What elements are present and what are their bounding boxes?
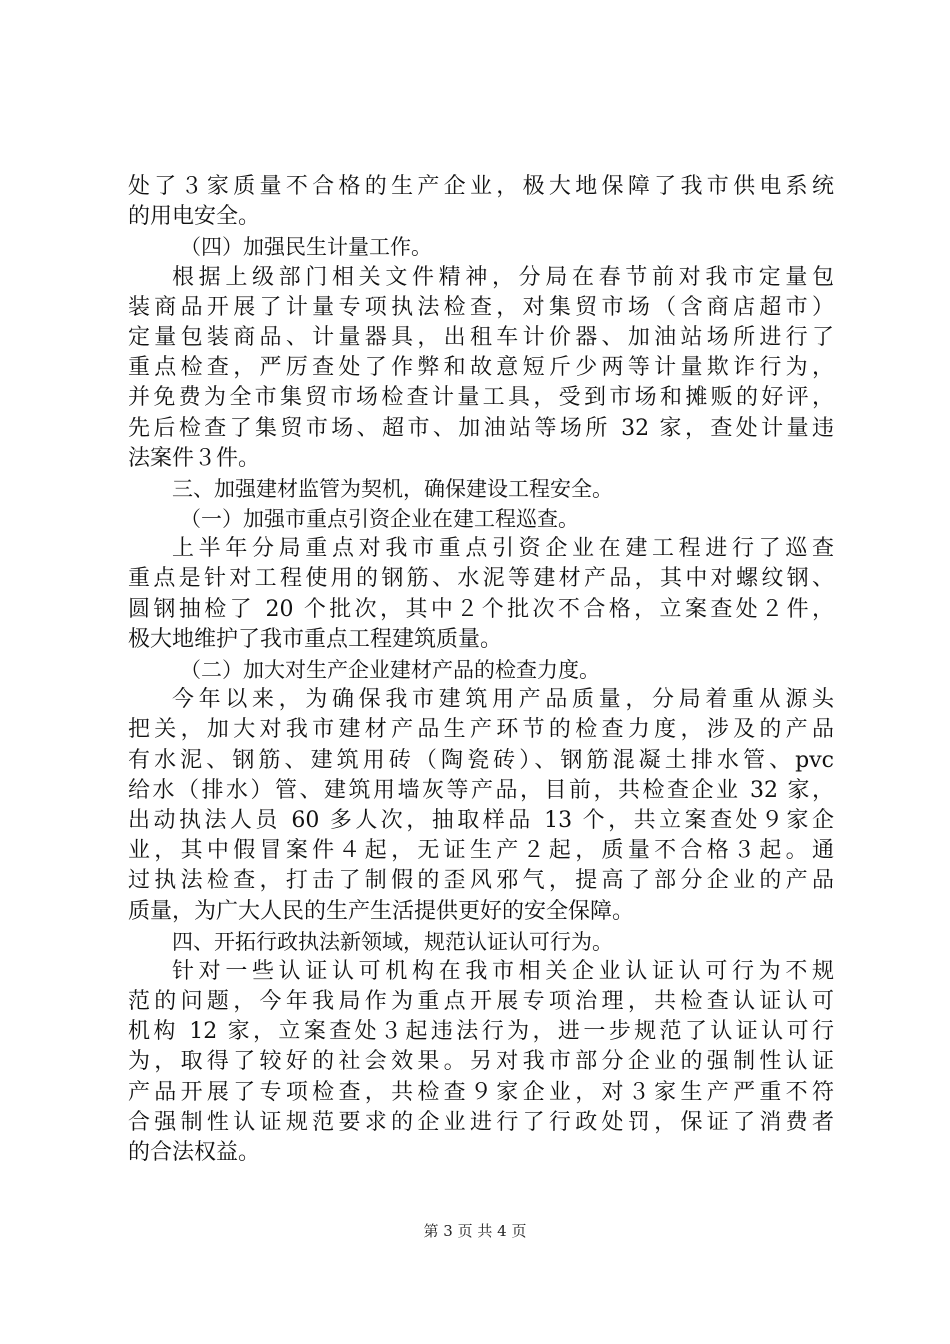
text-line: 产品开展了专项检查，共检查９家企业，对３家生产严重不符 — [128, 1079, 834, 1105]
section-heading: 四、开拓行政执法新领域，规范认证认可行为。 — [172, 929, 613, 954]
text-line: 极大地维护了我市重点工程建筑质量。 — [128, 626, 503, 652]
text-line: 上半年分局重点对我市重点引资企业在建工程进行了巡查 — [172, 536, 834, 562]
text-line: 过执法检查，打击了制假的歪风邪气，提高了部分企业的产品 — [128, 868, 834, 894]
text-line: 质量，为广大人民的生产生活提供更好的安全保障。 — [128, 898, 635, 924]
text-line: 圆钢抽检了 20 个批次，其中２个批次不合格，立案查处２件， — [128, 596, 834, 622]
text-line: 重点是针对工程使用的钢筋、水泥等建材产品，其中对螺纹钢、 — [128, 566, 834, 592]
subsection-heading: （四）加强民生计量工作。 — [180, 235, 432, 260]
subsection-heading: （一）加强市重点引资企业在建工程巡查。 — [180, 507, 579, 532]
section-heading: 三、加强建材监管为契机，确保建设工程安全。 — [172, 476, 613, 501]
text-line: 法案件３件。 — [128, 445, 261, 471]
text-line: 根据上级部门相关文件精神，分局在春节前对我市定量包 — [172, 264, 834, 290]
text-line: 定量包装商品、计量器具，出租车计价器、加油站场所进行了 — [128, 324, 834, 350]
text-line: 出动执法人员 60 多人次，抽取样品 13 个，共立案查处９家企 — [128, 807, 834, 833]
text-line: 有水泥、钢筋、建筑用砖（陶瓷砖）、钢筋混凝土排水管、pvc — [128, 747, 834, 773]
text-line: 装商品开展了计量专项执法检查，对集贸市场（含商店超市） — [128, 294, 834, 320]
text-line: 范的问题，今年我局作为重点开展专项治理，共检查认证认可 — [128, 989, 834, 1015]
text-line: 重点检查，严厉查处了作弊和故意短斤少两等计量欺诈行为， — [128, 355, 834, 381]
text-line: 业，其中假冒案件４起，无证生产２起，质量不合格３起。通 — [128, 838, 834, 864]
text-line: 处了３家质量不合格的生产企业，极大地保障了我市供电系统 — [128, 174, 834, 199]
text-line: 针对一些认证认可机构在我市相关企业认证认可行为不规 — [172, 958, 834, 984]
text-line: 的合法权益。 — [128, 1140, 261, 1165]
document-body — [128, 172, 834, 1168]
text-line: 先后检查了集贸市场、超市、加油站等场所 32 家，查处计量违 — [128, 415, 834, 441]
text-line: 机构 12 家，立案查处３起违法行为，进一步规范了认证认可行 — [128, 1019, 834, 1045]
text-line: 给水（排水）管、建筑用墙灰等产品，目前，共检查企业 32 家， — [128, 777, 834, 803]
text-line: 今年以来，为确保我市建筑用产品质量，分局着重从源头 — [172, 687, 834, 713]
text-line: 为，取得了较好的社会效果。另对我市部分企业的强制性认证 — [128, 1049, 834, 1075]
text-line: 并免费为全市集贸市场检查计量工具，受到市场和摊贩的好评， — [128, 385, 834, 411]
text-line: 的用电安全。 — [128, 204, 261, 230]
text-line: 把关，加大对我市建材产品生产环节的检查力度，涉及的产品 — [128, 717, 834, 743]
subsection-heading: （二）加大对生产企业建材产品的检查力度。 — [180, 658, 600, 682]
page-footer: 第 3 页 共 4 页 — [423, 1222, 527, 1240]
text-line: 合强制性认证规范要求的企业进行了行政处罚，保证了消费者 — [128, 1109, 834, 1135]
